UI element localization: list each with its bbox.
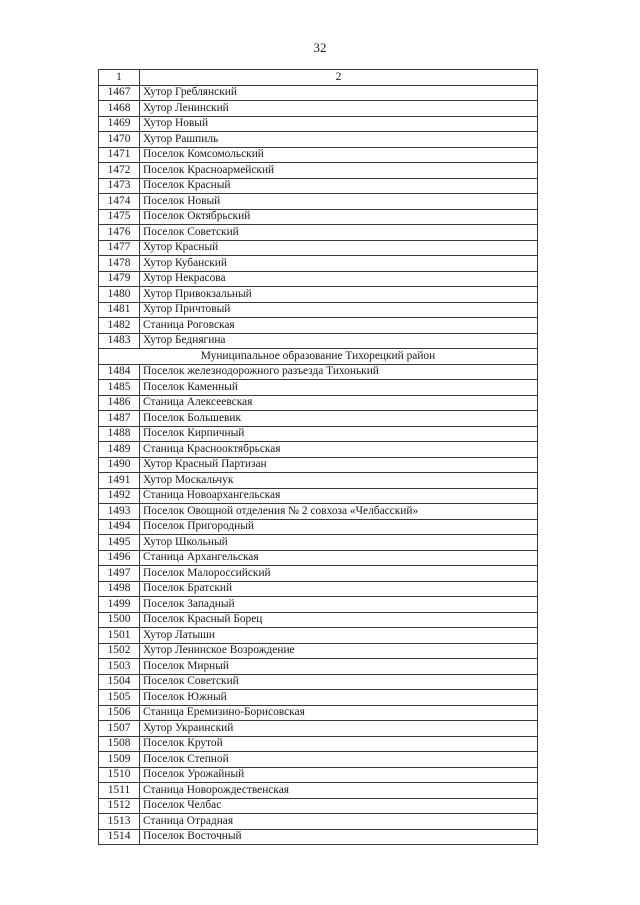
row-number: 1497 (99, 566, 140, 582)
row-number: 1512 (99, 798, 140, 814)
row-number: 1484 (99, 364, 140, 380)
table-row (99, 814, 538, 830)
row-number: 1502 (99, 643, 140, 659)
table-row (99, 318, 538, 334)
row-number: 1474 (99, 194, 140, 210)
table-row (99, 302, 538, 318)
settlement-name: Хутор Школьный (140, 535, 538, 551)
table-row (99, 674, 538, 690)
table-row (99, 550, 538, 566)
row-number: 1509 (99, 752, 140, 768)
row-number: 1511 (99, 783, 140, 799)
table-row (99, 395, 538, 411)
settlement-table-body (99, 70, 538, 845)
row-number: 1472 (99, 163, 140, 179)
row-number: 1508 (99, 736, 140, 752)
table-row (99, 442, 538, 458)
settlement-name: Хутор Красный Партизан (140, 457, 538, 473)
settlement-name: Поселок Степной (140, 752, 538, 768)
table-row (99, 752, 538, 768)
table-row (99, 597, 538, 613)
settlement-name: Поселок Челбас (140, 798, 538, 814)
table-row (99, 736, 538, 752)
row-number: 1513 (99, 814, 140, 830)
section-header-row (99, 349, 538, 365)
row-number: 1507 (99, 721, 140, 737)
settlement-name: Поселок Западный (140, 597, 538, 613)
row-number: 1477 (99, 240, 140, 256)
table-row (99, 240, 538, 256)
row-number: 1495 (99, 535, 140, 551)
table-row (99, 271, 538, 287)
row-number: 1481 (99, 302, 140, 318)
settlement-name: Хутор Ленинское Возрождение (140, 643, 538, 659)
table-row (99, 364, 538, 380)
settlement-name: Поселок Красный Борец (140, 612, 538, 628)
row-number: 1483 (99, 333, 140, 349)
table-row (99, 85, 538, 101)
table-row (99, 504, 538, 520)
settlement-name: Станица Краснооктябрьская (140, 442, 538, 458)
row-number: 1500 (99, 612, 140, 628)
settlement-name: Поселок Братский (140, 581, 538, 597)
table-row (99, 767, 538, 783)
table-row (99, 566, 538, 582)
settlement-name: Поселок Урожайный (140, 767, 538, 783)
row-number: 1499 (99, 597, 140, 613)
settlement-name: Хутор Латыши (140, 628, 538, 644)
settlement-name: Поселок Красноармейский (140, 163, 538, 179)
page-number: 32 (313, 40, 327, 55)
settlement-name: Поселок Октябрьский (140, 209, 538, 225)
settlement-name: Поселок Малороссийский (140, 566, 538, 582)
row-number: 1503 (99, 659, 140, 675)
row-number: 1473 (99, 178, 140, 194)
table-row (99, 628, 538, 644)
settlement-name: Поселок Комсомольский (140, 147, 538, 163)
table-row (99, 690, 538, 706)
row-number: 1487 (99, 411, 140, 427)
row-number: 1506 (99, 705, 140, 721)
table-row (99, 519, 538, 535)
table-row (99, 225, 538, 241)
settlement-name: Хутор Красный (140, 240, 538, 256)
table-header-row (99, 70, 538, 86)
row-number: 1505 (99, 690, 140, 706)
section-title: Муниципальное образование Тихорецкий район (99, 349, 538, 365)
table-row (99, 643, 538, 659)
row-number: 1510 (99, 767, 140, 783)
column-header-number: 1 (99, 70, 140, 86)
row-number: 1467 (99, 85, 140, 101)
settlement-name: Хутор Беднягина (140, 333, 538, 349)
row-number: 1501 (99, 628, 140, 644)
row-number: 1476 (99, 225, 140, 241)
settlement-name: Станица Роговская (140, 318, 538, 334)
settlement-name: Поселок Советский (140, 225, 538, 241)
column-header-name: 2 (140, 70, 538, 86)
settlement-name: Хутор Новый (140, 116, 538, 132)
settlement-name: Хутор Кубанский (140, 256, 538, 272)
settlement-name: Поселок Крутой (140, 736, 538, 752)
table-row (99, 287, 538, 303)
settlement-name: Хутор Москальчук (140, 473, 538, 489)
settlement-name: Поселок Каменный (140, 380, 538, 396)
settlement-name: Станица Еремизино-Борисовская (140, 705, 538, 721)
table-row (99, 147, 538, 163)
settlement-name: Поселок Красный (140, 178, 538, 194)
table-row (99, 457, 538, 473)
settlement-name: Станица Отрадная (140, 814, 538, 830)
table-row (99, 488, 538, 504)
table-row (99, 178, 538, 194)
row-number: 1479 (99, 271, 140, 287)
row-number: 1468 (99, 101, 140, 117)
table-row (99, 535, 538, 551)
table-row (99, 829, 538, 845)
table-row (99, 473, 538, 489)
row-number: 1469 (99, 116, 140, 132)
settlement-table (98, 69, 538, 845)
table-row (99, 798, 538, 814)
settlement-name: Хутор Ленинский (140, 101, 538, 117)
settlement-name: Поселок Советский (140, 674, 538, 690)
table-row (99, 659, 538, 675)
row-number: 1498 (99, 581, 140, 597)
row-number: 1514 (99, 829, 140, 845)
row-number: 1504 (99, 674, 140, 690)
table-row (99, 333, 538, 349)
settlement-name: Станица Алексеевская (140, 395, 538, 411)
row-number: 1490 (99, 457, 140, 473)
table-row (99, 783, 538, 799)
table-row (99, 163, 538, 179)
table-row (99, 411, 538, 427)
settlement-name: Поселок Пригородный (140, 519, 538, 535)
table-row (99, 116, 538, 132)
settlement-name: Поселок Восточный (140, 829, 538, 845)
table-row (99, 194, 538, 210)
row-number: 1470 (99, 132, 140, 148)
settlement-name: Хутор Некрасова (140, 271, 538, 287)
row-number: 1480 (99, 287, 140, 303)
settlement-name: Хутор Привокзальный (140, 287, 538, 303)
settlement-name: Поселок Овощной отделения № 2 совхоза «Челбасский» (140, 504, 538, 520)
settlement-name: Поселок Южный (140, 690, 538, 706)
settlement-name: Поселок железнодорожного разъезда Тихонький (140, 364, 538, 380)
row-number: 1471 (99, 147, 140, 163)
row-number: 1491 (99, 473, 140, 489)
row-number: 1492 (99, 488, 140, 504)
row-number: 1489 (99, 442, 140, 458)
settlement-name: Поселок Кирпичный (140, 426, 538, 442)
settlement-name: Станица Новоархангельская (140, 488, 538, 504)
table-row (99, 132, 538, 148)
table-row (99, 612, 538, 628)
table-row (99, 581, 538, 597)
row-number: 1488 (99, 426, 140, 442)
settlement-name: Станица Архангельская (140, 550, 538, 566)
row-number: 1485 (99, 380, 140, 396)
settlement-name: Хутор Рашпиль (140, 132, 538, 148)
table-row (99, 426, 538, 442)
table-row (99, 209, 538, 225)
row-number: 1494 (99, 519, 140, 535)
row-number: 1478 (99, 256, 140, 272)
table-row (99, 380, 538, 396)
settlement-name: Хутор Причтовый (140, 302, 538, 318)
table-row (99, 721, 538, 737)
row-number: 1482 (99, 318, 140, 334)
settlement-name: Хутор Украинский (140, 721, 538, 737)
settlement-name: Станица Новорождественская (140, 783, 538, 799)
table-row (99, 101, 538, 117)
settlement-name: Поселок Новый (140, 194, 538, 210)
settlement-name: Поселок Большевик (140, 411, 538, 427)
row-number: 1493 (99, 504, 140, 520)
settlement-name: Хутор Греблянский (140, 85, 538, 101)
row-number: 1486 (99, 395, 140, 411)
table-row (99, 256, 538, 272)
table-row (99, 705, 538, 721)
row-number: 1475 (99, 209, 140, 225)
row-number: 1496 (99, 550, 140, 566)
settlement-name: Поселок Мирный (140, 659, 538, 675)
